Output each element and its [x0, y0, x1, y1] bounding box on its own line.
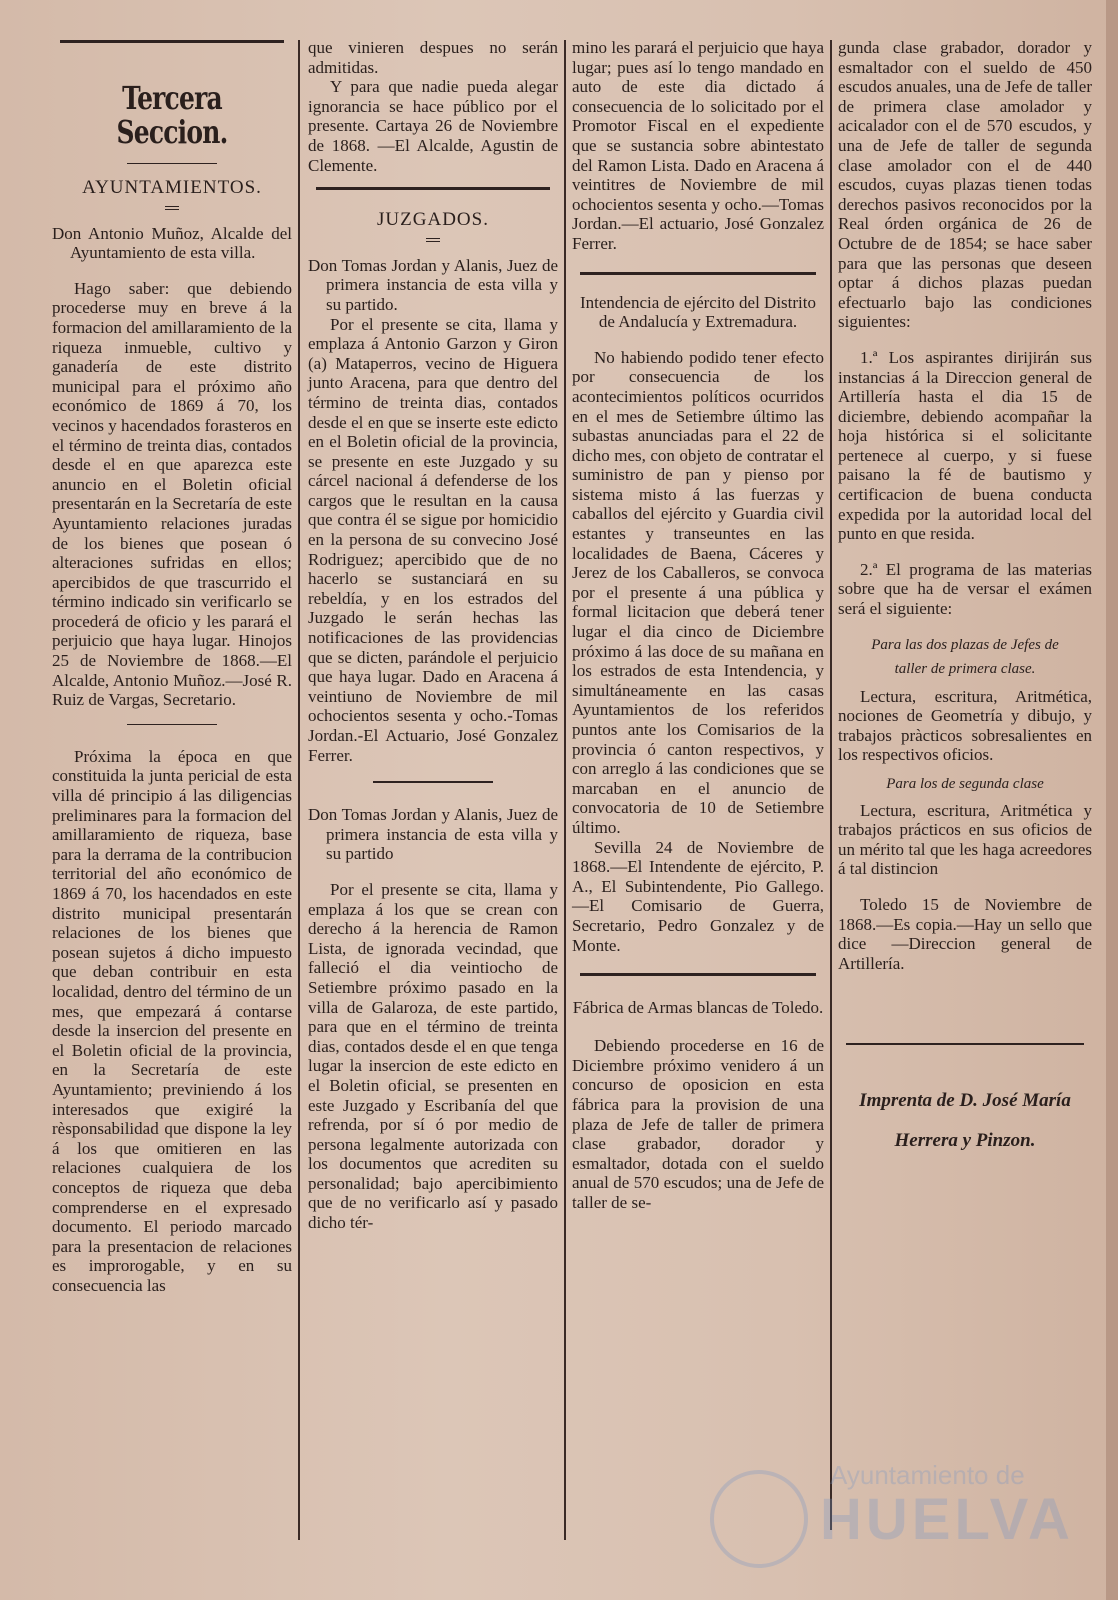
paragraph: gunda clase grabador, dorador y esmaltador con el sueldo de 450 escudos anuales, una de Jefe de taller de primera clase amolador y acicalador con el de 570 escudos, y una de Jefe de taller de segunda clase amolador con el de 440 escudos, cuyas plazas tienen todas derechos pasivos reconocidos por la Real órden orgánica de 26 de Octubre de de 1854; se hace saber para que las personas que deseen optar á dichos plazas puedan efectuarlo bajo las condiciones siguientes:	[838, 38, 1092, 332]
heading-juzgados: JUZGADOS.	[377, 209, 489, 231]
paragraph: Debiendo procederse en 16 de Diciembre próximo venidero á un concurso de oposicion en esta fábrica para la provision de una plaza de Jefe de taller de primera clase grabador, dorador y esmaltador, dotada con el sueldo anual de 570 escudos; una de Jefe de taller de se-	[572, 1036, 824, 1212]
paragraph: Por el presente se cita, llama y emplaza á Antonio Garzon y Giron (a) Mataperros, vecino de Higuera junto Aracena, para que dentro del término de treinta dias, contados desde el en que se inserte este edicto en el Boletin oficial de la provincia, se presente en este Juzgado y su cárcel nacional á defenderse de los cargos que le resultan en la causa que contra él se sigue por homicidio en la persona de su convecino José Rodriguez; apercibido que de no hacerlo se sustanciará en su rebeldía, y en los estrados del Juzgado le serán hechas las notificaciones de las providencias que se dicten, parándole el perjuicio que haya lugar. Dado en Aracena á veintiuno de Noviembre de mil ochocientos sesenta y ocho.-Tomas Jordan.-El Actuario, José Gonzalez Ferrer.	[308, 314, 558, 765]
heading-ayuntamientos: AYUNTAMIENTOS.	[82, 177, 262, 198]
paragraph: No habiendo podido tener efecto por consecuencia de los acontecimientos políticos ocurridos en el mes de Setiembre último las subastas anunciadas para el 22 de dicho mes, con objeto de contratar el suministro de pan y pienso por sistema misto á las fuerzas y caballos del ejército y Guardia civil estantes y transeuntes en las localidades de Baena, Cáceres y Jerez de los Caballeros, se convoca por el presente á una pública y formal licitacion que deberá tener lugar el dia cinco de Diciembre próximo á las doce de su mañana en los estrados de esta Intendencia, y simultáneamente en las casas Ayuntamientos de los referidos puntos ante los Comisarios de la provincia ó canton respectivos, y con arreglo á las condiciones que se marcaban en el anuncio de convocatoria de 10 de Setiembre último.	[572, 347, 824, 837]
heading-intendencia: Intendencia de ejército del Distrito de Andalucía y Extremadura.	[579, 292, 817, 332]
page-edge	[1106, 0, 1118, 1600]
paragraph: que vinieren despues no serán admitidas.	[308, 38, 558, 77]
heading-fabrica: Fábrica de Armas blancas de Toledo.	[572, 998, 824, 1018]
divider	[426, 238, 440, 242]
paragraph: Lectura, escritura, Aritmética, nociones de Geometría y dibujo, y trabajos pràcticos sobresalientes en los respectivos oficios.	[838, 686, 1092, 765]
subheading: Para los de segunda clase	[886, 776, 1044, 792]
divider	[127, 724, 217, 725]
divider	[165, 206, 179, 210]
paragraph: Próxima la época en que constituida la junta pericial de esta villa dé principio á las diligencias preliminares para la formacion del amillaramiento de riqueza, base para la derrama de la contribucion territorial del año económico de 1869 á 70, los hacendados en este distrito municipal presentarán relaciones de los bienes que posean sujetos á dicho impuesto que deban contribuir en esta localidad, dentro del término de un mes, que empezará á contarse desde la insercion del presente en el Boletin oficial de la provincia, en la Secretaría de este Ayuntamiento; previniendo á los interesados que exigiré la rèsponsabilidad que dispone la ley á los que omitieren en las relaciones cualquiera de los conceptos de riqueza que deba comprenderse en el expresado documento. El periodo marcado para la presentacion de relaciones es improrogable, y en su consecuencia las	[52, 746, 292, 1295]
seal-icon	[710, 1470, 808, 1568]
watermark	[700, 1460, 1110, 1570]
condition-1: 1.ª Los aspirantes dirijirán sus instancias á la Direccion general de Artillería hasta el dia 15 de diciembre, debiendo acompañar la hoja histórica si el solicitante pertenece al cuerpo, y si fuese paisano la fé de bautismo y certificacion de buena conducta expedida por la autoridad local del punto en que resida.	[838, 347, 1092, 544]
column-3	[572, 38, 824, 1212]
watermark-text: HUELVA	[820, 1487, 1074, 1552]
top-rule	[60, 40, 284, 43]
column-2	[308, 38, 558, 1233]
divider	[580, 272, 816, 275]
divider	[127, 163, 217, 164]
paragraph: Hago saber: que debiendo procederse muy en breve á la formacion del amillaramiento de la riqueza inmueble, cultivo y ganadería de este distrito municipal para el próximo año económico de 1869 á 70, los vecinos y hacendados forasteros en el término de treinta dias, contados desde el en que aparezca este anuncio en el Boletin oficial presentarán en la Secretaría de este Ayuntamiento relaciones juradas de los bienes que posean ó alteraciones sufridas en ellos; apercibidos de que trascurrido el término indicado sin verificarlo se procederá de oficio y les parará el perjuicio que haya lugar. Hinojos 25 de Noviembre de 1868.—El Alcalde, Antonio Muñoz.—José R. Ruiz de Vargas, Secretario.	[52, 278, 292, 710]
official-title: Don Tomas Jordan y Alanis, Juez de primera instancia de esta villa y su partido	[308, 805, 558, 864]
watermark-text: Ayuntamiento de	[830, 1460, 1025, 1490]
paragraph: mino les parará el perjuicio que haya lugar; pues así lo tengo mandado en auto de este dia dictado á consecuencia de lo solicitado por el Promotor Fiscal en el expediente que se sustancia sobre abintestato del Ramon Lista. Dado en Aracena á veintitres de Noviembre de mil ochocientos sesenta y ocho.—Tomas Jordan.—El actuario, José Gonzalez Ferrer.	[572, 38, 824, 253]
divider	[846, 1043, 1084, 1045]
section-title: Tercera Seccion.	[116, 79, 228, 151]
column-divider	[564, 40, 566, 1540]
paragraph: Toledo 15 de Noviembre de 1868.—Es copia.—Hay un sello que dice —Direccion general de Artillería.	[838, 894, 1092, 973]
paragraph: Sevilla 24 de Noviembre de 1868.—El Intendente de ejército, P. A., El Subintendente, Pio Gallego.—El Comisario de Guerra, Secretario, Pedro Gonzalez y de Monte.	[572, 837, 824, 955]
divider	[373, 781, 493, 783]
divider	[580, 973, 816, 976]
divider	[316, 187, 550, 190]
column-1	[52, 38, 292, 1295]
column-4	[838, 38, 1092, 1161]
column-divider	[298, 40, 300, 1540]
paragraph: Lectura, escritura, Aritmética y trabajos prácticos en sus oficios de un mérito tal que les haga acreedores á tal distincion	[838, 800, 1092, 879]
paragraph: Y para que nadie pueda alegar ignorancia se hace público por el presente. Cartaya 26 de Noviembre de 1868. —El Alcalde, Agustin de Clemente.	[308, 77, 558, 175]
condition-2: 2.ª El programa de las materias sobre que ha de versar el exámen será el siguiente:	[838, 559, 1092, 619]
imprint: Imprenta de D. José María	[859, 1090, 1071, 1112]
subheading: Para las dos plazas de Jefes de	[871, 636, 1059, 653]
imprint: Herrera y Pinzon.	[894, 1130, 1036, 1152]
official-title: Don Tomas Jordan y Alanis, Juez de primera instancia de esta villa y su partido.	[308, 255, 558, 314]
column-divider	[830, 40, 832, 1530]
subheading: taller de primera clase.	[894, 660, 1036, 677]
official-title: Don Antonio Muñoz, Alcalde del Ayuntamiento de esta villa.	[52, 223, 292, 263]
paragraph: Por el presente se cita, llama y emplaza á los que se crean con derecho á la herencia de Ramon Lista, de ignorada vecindad, que falleció el dia veintiocho de Setiembre próximo pasado en la villa de Galaroza, de este partido, para que en el término de treinta dias, contados desde el en que tenga lugar la insercion de este edicto en el Boletin oficial, se presenten en este Juzgado y Escribanía del que refrenda, por sí ó por medio de persona legalmente autorizada con los documentos que acrediten su personalidad; bajo apercibimiento que de no verificarlo así y pasado dicho tér-	[308, 879, 558, 1233]
